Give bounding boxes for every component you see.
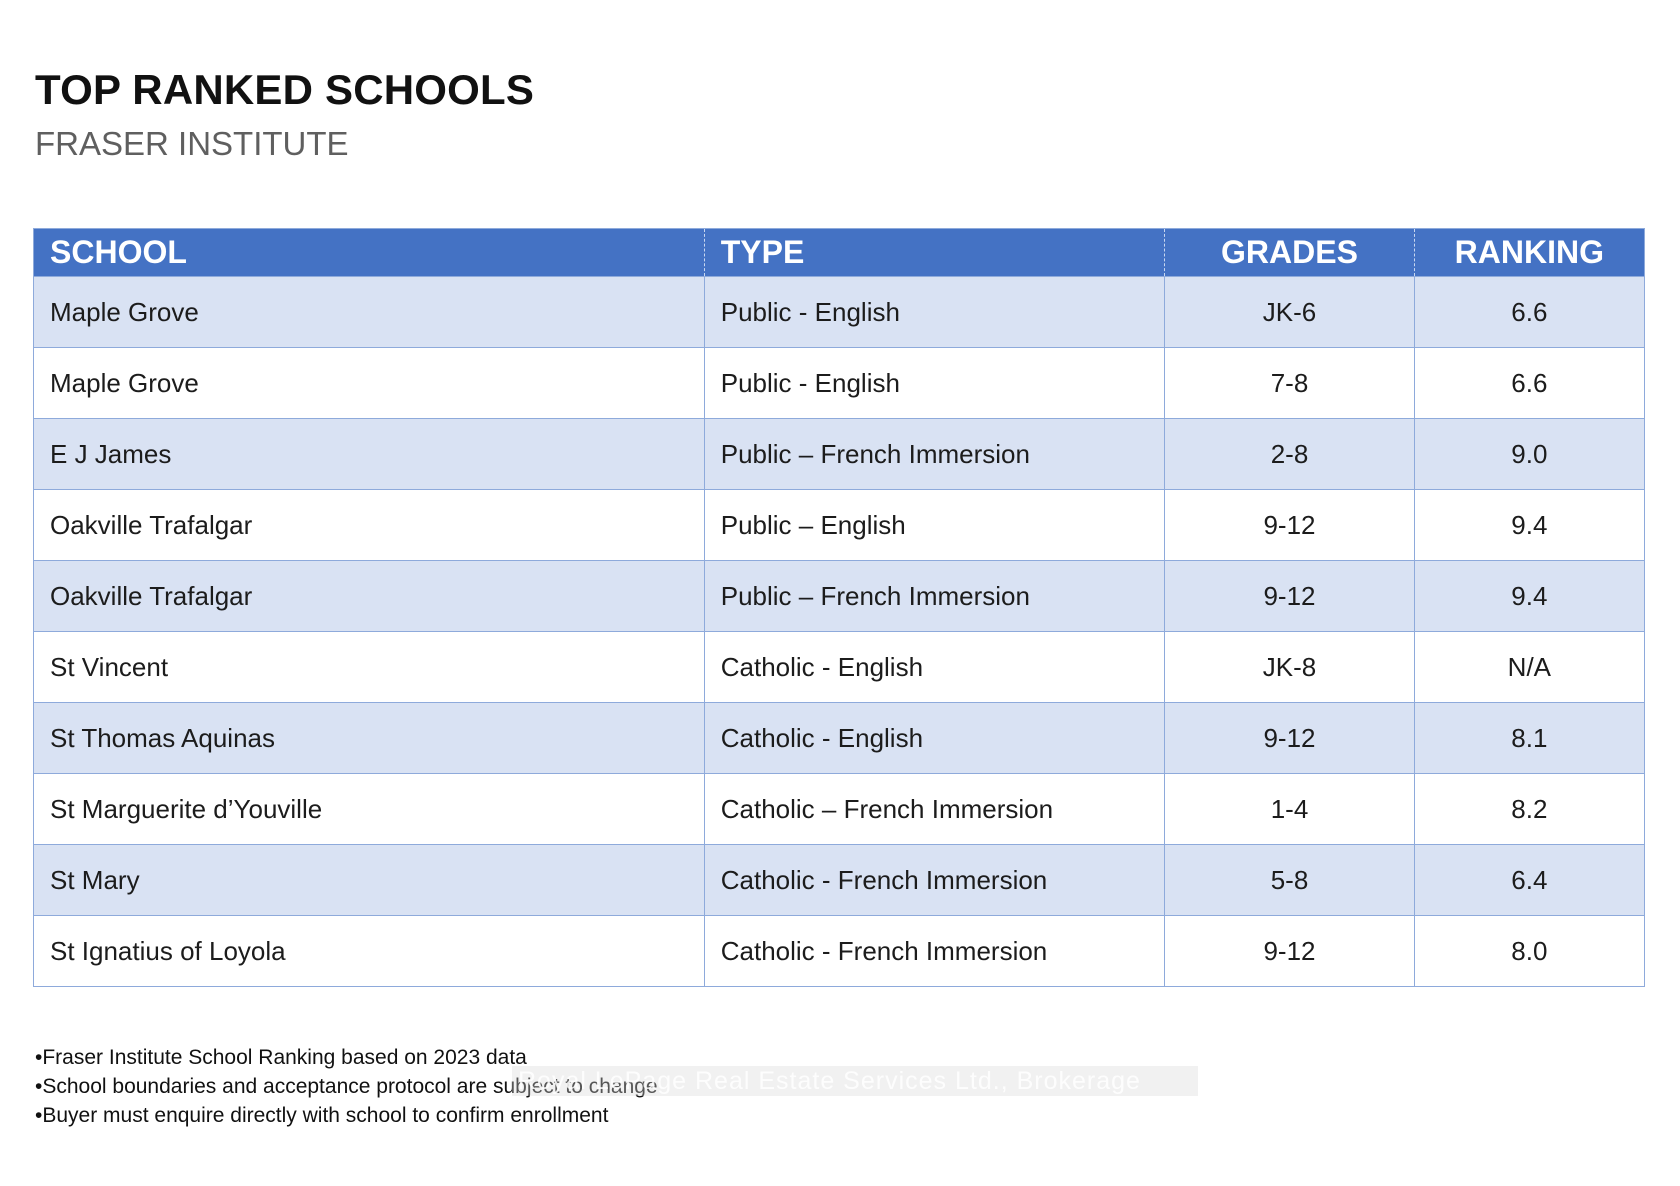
school-cell: St Thomas Aquinas <box>34 703 705 774</box>
school-cell: Oakville Trafalgar <box>34 561 705 632</box>
type-cell: Public – French Immersion <box>704 561 1165 632</box>
table-header-row <box>34 229 1645 277</box>
grades-cell: 1-4 <box>1165 774 1414 845</box>
school-cell: E J James <box>34 419 705 490</box>
table-row <box>34 348 1645 419</box>
type-cell: Catholic - English <box>704 632 1165 703</box>
type-cell: Public - English <box>704 348 1165 419</box>
school-cell: St Vincent <box>34 632 705 703</box>
grades-cell: 5-8 <box>1165 845 1414 916</box>
type-cell: Catholic - French Immersion <box>704 916 1165 987</box>
table-row <box>34 561 1645 632</box>
grades-cell: JK-8 <box>1165 632 1414 703</box>
table-row <box>34 490 1645 561</box>
footnote-enrollment: •Buyer must enquire directly with school to confirm enrollment <box>35 1104 609 1127</box>
page-title: TOP RANKED SCHOOLS <box>35 66 535 113</box>
ranking-cell: 9.4 <box>1414 561 1644 632</box>
school-cell: St Mary <box>34 845 705 916</box>
page-subtitle: FRASER INSTITUTE <box>35 125 349 162</box>
column-header-school: SCHOOL <box>34 229 705 277</box>
table-row <box>34 774 1645 845</box>
grades-cell: 9-12 <box>1165 561 1414 632</box>
column-header-type: TYPE <box>704 229 1165 277</box>
ranking-cell: 9.0 <box>1414 419 1644 490</box>
table-row <box>34 419 1645 490</box>
school-cell: Maple Grove <box>34 348 705 419</box>
school-cell: Maple Grove <box>34 277 705 348</box>
footnote-boundaries: •School boundaries and acceptance protocol are subject to change <box>35 1075 658 1098</box>
school-cell: St Ignatius of Loyola <box>34 916 705 987</box>
grades-cell: 9-12 <box>1165 490 1414 561</box>
ranking-cell: 6.6 <box>1414 277 1644 348</box>
column-header-ranking: RANKING <box>1414 229 1644 277</box>
table-row <box>34 632 1645 703</box>
ranking-cell: 9.4 <box>1414 490 1644 561</box>
grades-cell: 9-12 <box>1165 916 1414 987</box>
grades-cell: 9-12 <box>1165 703 1414 774</box>
type-cell: Catholic - French Immersion <box>704 845 1165 916</box>
column-header-grades: GRADES <box>1165 229 1414 277</box>
brokerage-watermark: Royal LePage Real Estate Services Ltd., Brokerage <box>512 1066 1198 1096</box>
grades-cell: 2-8 <box>1165 419 1414 490</box>
grades-cell: 7-8 <box>1165 348 1414 419</box>
table-row <box>34 845 1645 916</box>
table-row <box>34 277 1645 348</box>
type-cell: Public – French Immersion <box>704 419 1165 490</box>
type-cell: Public - English <box>704 277 1165 348</box>
ranking-cell: 8.1 <box>1414 703 1644 774</box>
grades-cell: JK-6 <box>1165 277 1414 348</box>
table-row <box>34 703 1645 774</box>
school-cell: Oakville Trafalgar <box>34 490 705 561</box>
ranking-cell: 8.2 <box>1414 774 1644 845</box>
ranking-cell: 8.0 <box>1414 916 1644 987</box>
schools-table <box>33 228 1645 987</box>
ranking-cell: 6.4 <box>1414 845 1644 916</box>
footnote-ranking-data: •Fraser Institute School Ranking based on 2023 data <box>35 1046 527 1069</box>
ranking-cell: N/A <box>1414 632 1644 703</box>
type-cell: Catholic – French Immersion <box>704 774 1165 845</box>
type-cell: Public – English <box>704 490 1165 561</box>
ranking-cell: 6.6 <box>1414 348 1644 419</box>
type-cell: Catholic - English <box>704 703 1165 774</box>
table-row <box>34 916 1645 987</box>
school-cell: St Marguerite d’Youville <box>34 774 705 845</box>
